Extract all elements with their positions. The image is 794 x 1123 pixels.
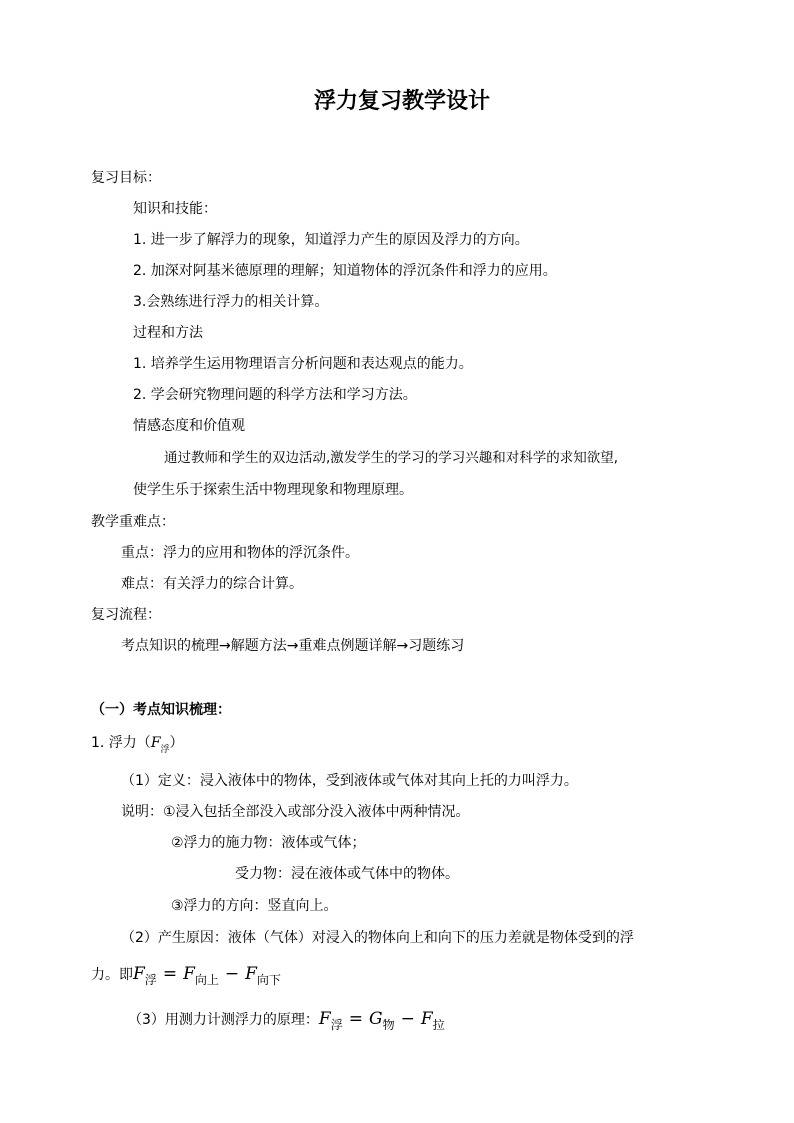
item-1-line <box>91 733 184 760</box>
buoyancy-symbol: F <box>150 735 161 751</box>
formula-1-term-1: F <box>183 964 195 984</box>
focus-point: 重点：浮力的应用和物体的浮沉条件。 <box>121 545 359 561</box>
formula-2-term-1-sub: 物 <box>382 1018 395 1032</box>
formula-1-minus: − <box>224 964 240 984</box>
formula-1-lhs: F <box>133 964 145 984</box>
formula-2-lhs-sub: 浮 <box>330 1018 343 1032</box>
goals-heading: 复习目标： <box>91 170 161 186</box>
formula-1-equals: = <box>162 964 178 984</box>
page-title: 浮力复习教学设计 <box>314 88 491 114</box>
process-item-2: 2. 学会研究物理问题的科学方法和学习方法。 <box>133 387 417 403</box>
attitude-line-1: 通过教师和学生的双边活动,激发学生的学习的学习兴趣和对科学的求知欲望, <box>164 450 619 466</box>
formula-2-term-1: G <box>368 1009 383 1029</box>
keypoints-heading: 教学重难点： <box>91 514 175 530</box>
note-2: ②浮力的施力物：液体或气体； <box>171 835 366 851</box>
formula-2-lhs: F <box>318 1009 331 1029</box>
item-1-suffix: ） <box>169 735 184 751</box>
note-1: 说明：①浸入包括全部没入或部分没入液体中两种情况。 <box>121 804 470 820</box>
cause-line-1: （2）产生原因：液体（气体）对浸入的物体向上和向下的压力差就是物体受到的浮 <box>121 930 634 946</box>
knowledge-item-2: 2. 加深对阿基米德原理的理解；知道物体的浮沉条件和浮力的应用。 <box>133 263 557 279</box>
knowledge-item-1: 1. 进一步了解浮力的现象，知道浮力产生的原因及浮力的方向。 <box>133 232 529 248</box>
flow-text: 考点知识的梳理→解题方法→重难点例题详解→习题练习 <box>121 638 465 654</box>
note-4: ③浮力的方向：竖直向上。 <box>171 898 338 914</box>
formula-1-term-2-sub: 向下 <box>256 973 281 987</box>
formula-1-term-1-sub: 向上 <box>194 973 219 987</box>
formula-2-term-2: F <box>420 1009 433 1029</box>
formula-2-term-2-sub: 拉 <box>432 1018 445 1032</box>
formula-2-minus: − <box>400 1009 415 1029</box>
buoyancy-symbol-sub: 浮 <box>160 745 170 755</box>
attitude-line-2: 使学生乐于探索生活中物理现象和物理原理。 <box>133 482 413 498</box>
formula-1-lhs-sub: 浮 <box>144 973 157 987</box>
flow-heading: 复习流程： <box>91 607 161 623</box>
measure-prefix: （3）用测力计测浮力的原理： <box>128 1012 319 1028</box>
section-heading: （一）考点知识梳理： <box>91 702 231 718</box>
cause-line-2-prefix: 力。即 <box>91 967 133 983</box>
item-1-prefix: 1. 浮力（ <box>91 735 151 751</box>
knowledge-heading: 知识和技能： <box>133 201 217 217</box>
cause-line-2 <box>91 961 281 993</box>
formula-1-term-2: F <box>245 964 257 984</box>
difficulty-point: 难点：有关浮力的综合计算。 <box>121 576 303 592</box>
attitude-heading: 情感态度和价值观 <box>133 418 245 434</box>
note-3: 受力物：浸在液体或气体中的物体。 <box>235 866 459 882</box>
measure-line <box>128 1006 445 1038</box>
knowledge-item-3: 3.会熟练进行浮力的相关计算。 <box>133 294 329 310</box>
process-heading: 过程和方法 <box>133 325 203 341</box>
process-item-1: 1. 培养学生运用物理语言分析问题和表达观点的能力。 <box>133 356 473 372</box>
formula-2-equals: = <box>348 1009 363 1029</box>
definition: （1）定义：浸入液体中的物体，受到液体或气体对其向上托的力叫浮力。 <box>121 773 578 789</box>
